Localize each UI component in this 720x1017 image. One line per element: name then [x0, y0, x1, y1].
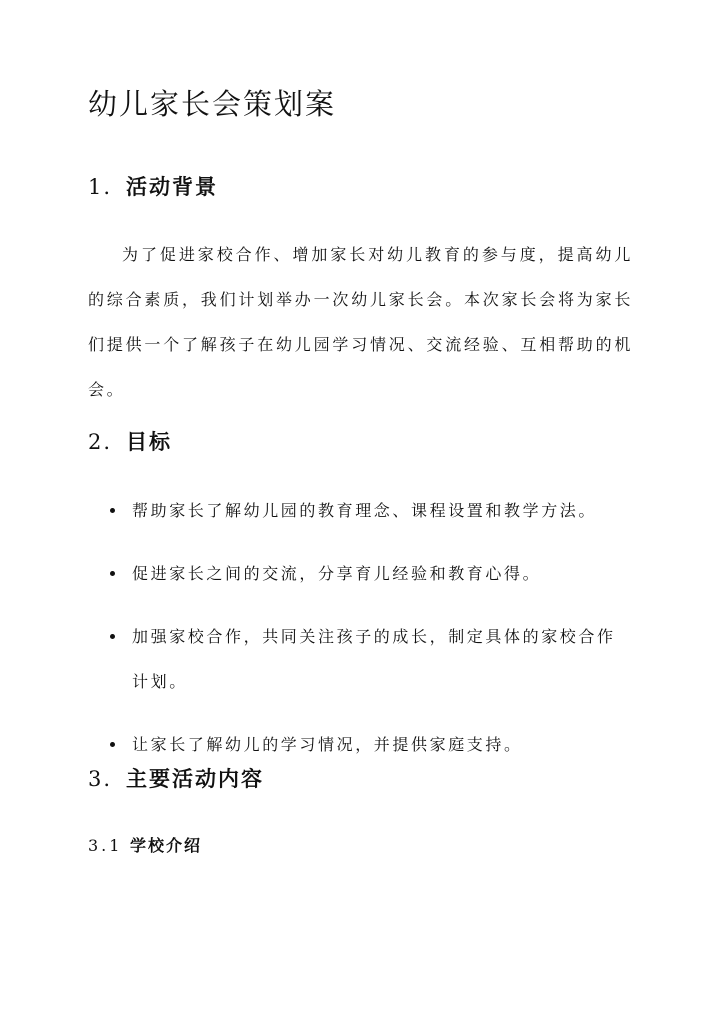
bullet-icon [110, 634, 115, 639]
bullet-icon [110, 571, 115, 576]
list-item-text: 加强家校合作，共同关注孩子的成长，制定具体的家校合作计划。 [132, 627, 616, 691]
section-number: 2. [88, 430, 113, 454]
section-title: 目标 [126, 429, 172, 454]
list-item-text: 帮助家长了解幼儿园的教育理念、课程设置和教学方法。 [132, 501, 598, 520]
list-item-text: 促进家长之间的交流，分享育儿经验和教育心得。 [132, 564, 542, 583]
background-paragraph: 为了促进家校合作、增加家长对幼儿教育的参与度，提高幼儿的综合素质，我们计划举办一次幼儿家长会。本次家长会将为家长们提供一个了解孩子在幼儿园学习情况、交流经验、互相帮助的机会。 [88, 245, 633, 399]
list-item [88, 488, 633, 533]
section-number: 3. [88, 767, 113, 791]
list-item-text: 让家长了解幼儿的学习情况，并提供家庭支持。 [132, 735, 523, 754]
section-title: 主要活动内容 [126, 766, 264, 791]
list-item [88, 551, 633, 596]
bullet-icon [110, 508, 115, 513]
subsection-number: 3.1 [88, 836, 123, 855]
section-title: 活动背景 [126, 174, 218, 199]
section-number: 1. [88, 175, 113, 199]
subsection-title: 学校介绍 [130, 836, 203, 855]
section-heading-background [88, 172, 218, 202]
section-heading-activities [88, 764, 264, 794]
subsection-heading-school-intro [88, 834, 202, 858]
bullet-icon [110, 742, 115, 747]
list-item [88, 722, 633, 767]
list-item [88, 614, 633, 704]
section-heading-goals [88, 427, 172, 457]
goals-list [88, 488, 633, 785]
document-title: 幼儿家长会策划案 [88, 87, 337, 121]
